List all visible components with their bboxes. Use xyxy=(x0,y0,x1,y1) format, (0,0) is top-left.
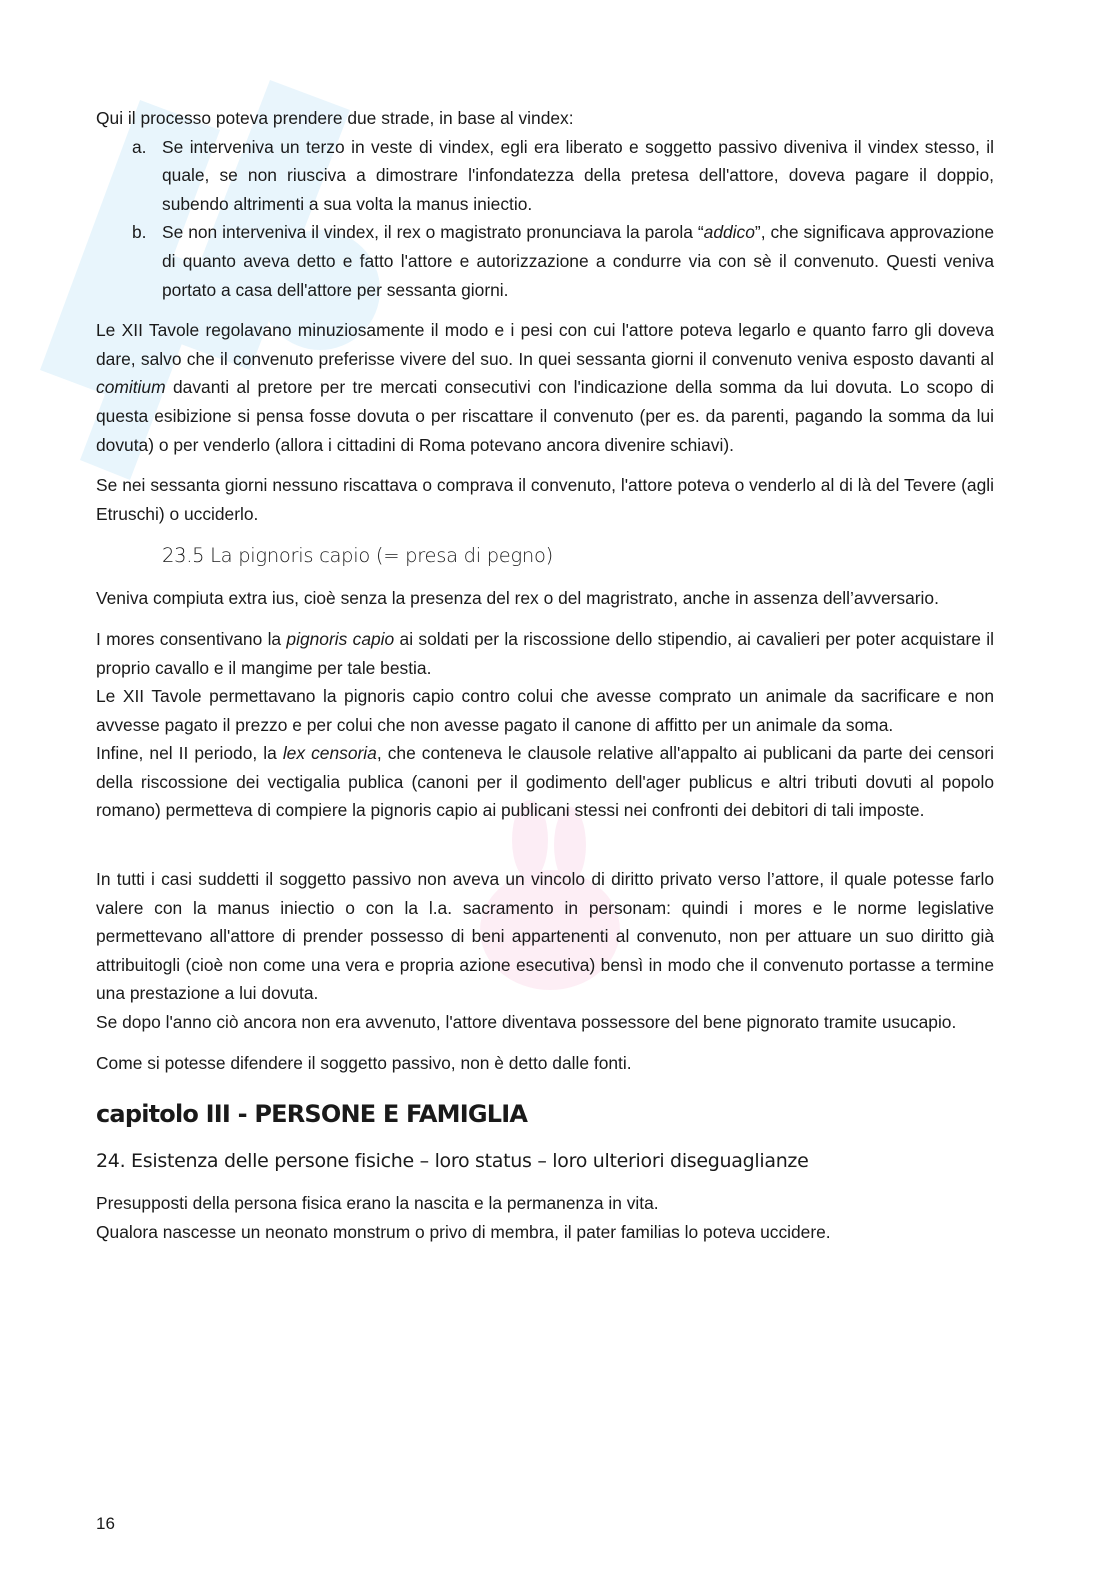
section-heading: 24. Esistenza delle persone fisiche – loro status – loro ulteriori diseguaglianze xyxy=(96,1150,809,1173)
paragraph xyxy=(96,316,994,459)
text-run: Infine, nel II periodo, la xyxy=(96,743,283,764)
page-number: 16 xyxy=(96,1514,115,1533)
paragraph: Qualora nascesse un neonato monstrum o privo di membra, il pater familias lo poteva uccidere. xyxy=(96,1221,831,1242)
text-run: I mores consentivano la xyxy=(96,628,287,649)
page-body xyxy=(96,104,994,1246)
paragraph: Veniva compiuta extra ius, cioè senza la presenza del rex o del magristrato, anche in assenza dell’avversario. xyxy=(96,588,939,609)
list-marker: a. xyxy=(132,136,147,157)
italic-term: lex censoria xyxy=(282,743,377,764)
alpha-list xyxy=(96,133,994,305)
italic-term: pignoris capio xyxy=(286,628,395,649)
paragraph: Se dopo l'anno ciò ancora non era avvenuto, l'attore diventava possessore del bene pignorato tramite usucapio. xyxy=(96,1012,957,1033)
subsection-heading: 23.5 La pignoris capio (= presa di pegno) xyxy=(162,544,553,568)
paragraph: Se nei sessanta giorni nessuno riscattava o comprava il convenuto, l'attore poteva o venderlo al di là del Tevere (agli Etruschi) o ucciderlo. xyxy=(96,475,994,524)
text-run: ai soldati per la riscossione dello stipendio, ai cavalieri per poter acquistare il proprio cavallo e il mangime per tale bestia. xyxy=(96,628,994,678)
paragraph xyxy=(96,739,994,825)
italic-term: addico xyxy=(703,222,755,243)
list-item xyxy=(96,218,994,304)
list-item xyxy=(96,133,994,219)
text-run: , che conteneva le clausole relative all'appalto ai publicani da parte dei censori della riscossione dei vectigalia publica (canoni per il godimento dell'ager publicus e altri tributi dovuti al popolo romano) permetteva di compiere la pignoris capio ai publicani stessi nei confronti dei debitori di tali imposte. xyxy=(96,743,994,821)
list-item-text: Se interveniva un terzo in veste di vindex, egli era liberato e soggetto passivo diveniva il vindex stesso, il quale, se non riusciva a dimostrare l'infondatezza della pretesa dell'attore, doveva pagare il doppio, subendo altrimenti a sua volta la manus iniectio. xyxy=(162,136,994,214)
list-item-text: ”, che significava approvazione di quanto aveva detto e fatto l'attore e autorizzazione a condurre via con sè il convenuto. Questi veniva portato a casa dell'attore per sessanta giorni. xyxy=(162,222,995,300)
paragraph: In tutti i casi suddetti il soggetto passivo non aveva un vincolo di diritto privato verso l’attore, il quale potesse farlo valere con la manus iniectio o con la l.a. sacramento in personam: quindi i mores e le norme legislative permettevano all'attore di prender possesso di beni appartenenti al convenuto, non per attuare un suo diritto già attribuitogli (cioè non come una vera e propria azione esecutiva) bensì in modo che il convenuto portasse a termine una prestazione a lui dovuta. xyxy=(96,869,994,1004)
paragraph: Presupposti della persona fisica erano la nascita e la permanenza in vita. xyxy=(96,1193,659,1214)
intro-paragraph: Qui il processo poteva prendere due strade, in base al vindex: xyxy=(96,108,574,128)
chapter-heading: capitolo III - PERSONE E FAMIGLIA xyxy=(96,1100,528,1129)
text-run: Le XII Tavole regolavano minuziosamente il modo e i pesi con cui l'attore poteva legarlo e quanto farro gli doveva dare, salvo che il convenuto preferisse vivere del suo. In quei sessanta giorni il convenuto veniva esposto davanti al xyxy=(96,320,994,369)
list-marker: b. xyxy=(132,222,147,243)
paragraph: Come si potesse difendere il soggetto passivo, non è detto dalle fonti. xyxy=(96,1052,632,1073)
paragraph xyxy=(96,625,994,682)
paragraph: Le XII Tavole permettavano la pignoris capio contro colui che avesse comprato un animale da sacrificare e non avvesse pagato il prezzo e per colui che non avesse pagato il canone di affitto per un animale da soma. xyxy=(96,686,994,735)
italic-term: comitium xyxy=(96,377,166,398)
text-run: davanti al pretore per tre mercati consecutivi con l'indicazione della somma da lui dovuta. Lo scopo di questa esibizione si pensa fosse dovuta o per riscattare il convenuto (per es. da parenti, pagando la somma da lui dovuta) o per venderlo (allora i cittadini di Roma potevano ancora divenire schiavi). xyxy=(96,377,994,455)
list-item-text: Se non interveniva il vindex, il rex o magistrato pronunciava la parola “ xyxy=(162,222,704,243)
